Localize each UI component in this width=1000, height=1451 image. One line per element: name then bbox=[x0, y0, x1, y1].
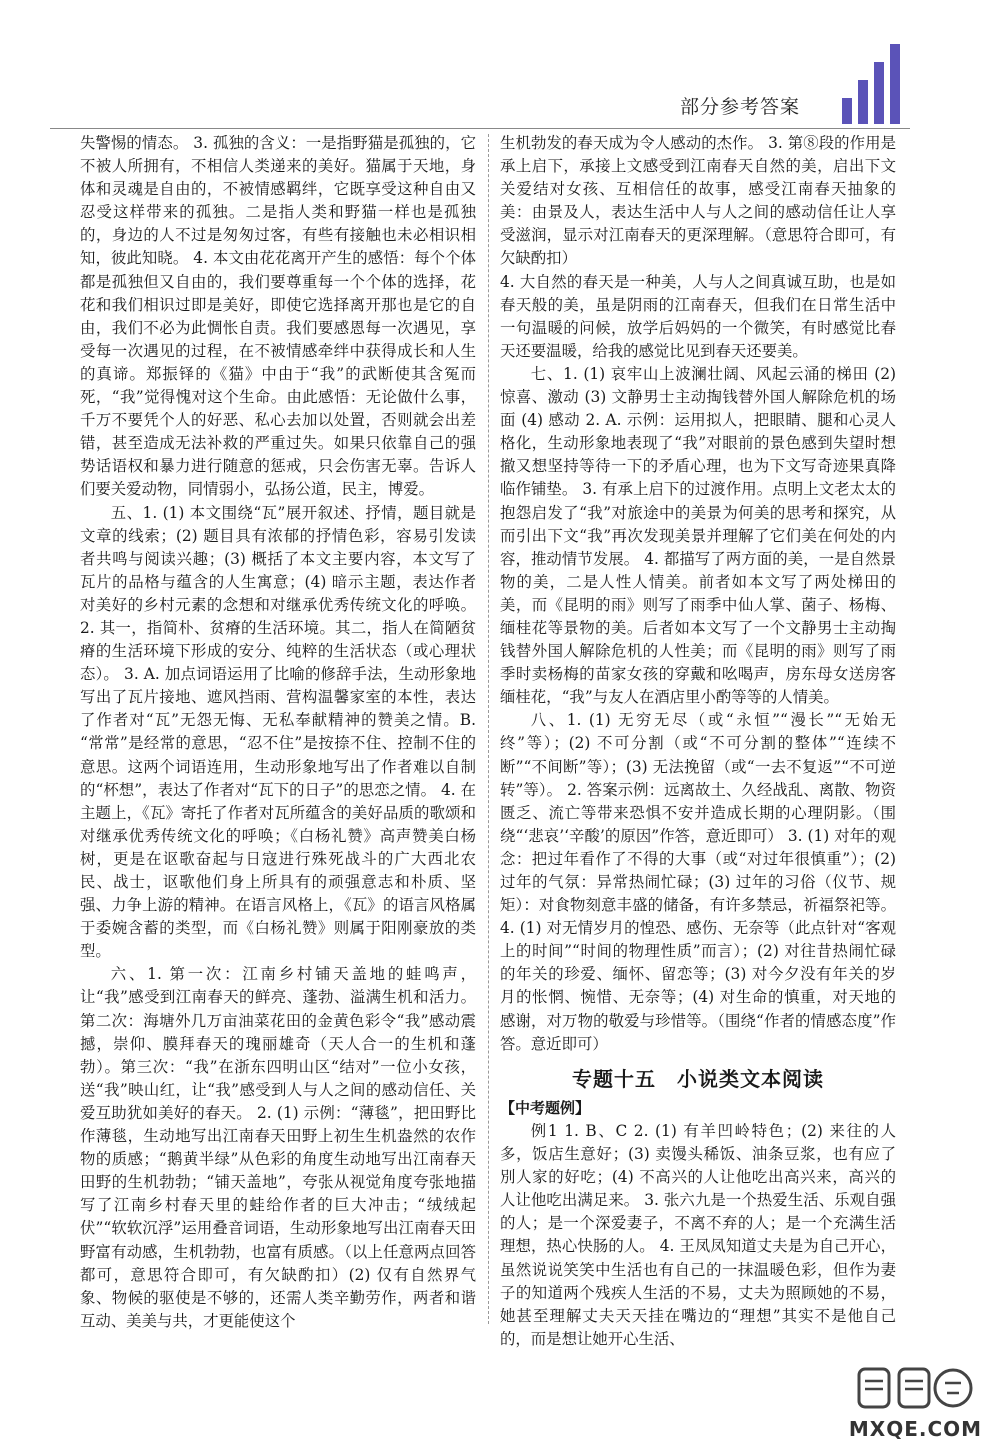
answer-paragraph: 八、1. (1) 无穷无尽（或“永恒”“漫长”“无始无终”等）；(2) 不可分割（或“不可分割的整体”“连续不断”“不间断”等）；(3) 无法挽留（或“一去不复返”“不可逆转”等）。 2. 答案示例：远离故土、久经战乱、离散、物资匮乏、流亡等带来恐惧不安并造成长期的心理阴影。（围绕“‘悲哀’‘辛酸’的原因”作答，意近即可） 3. (1) 对年的观念：把过年看作了不得的大事（或“对过年很慎重”）；(2) 过年的气氛：异常热闹忙碌；(3) 过年的习俗（仪节、规矩）：对食物刻意丰盛的储备，有许多禁忌，祈福祭祀等。 4. (1) 对无情岁月的惶恐、感伤、无奈等（此点针对“客观上的时间”“时间的物理性质”而言）；(2) 对往昔热闹忙碌的年关的珍爱、缅怀、留恋等；(3) 对今夕没有年关的岁月的怅惘、惋惜、无奈等；(4) 对生命的慎重，对天地的感谢，对万物的敬爱与珍惜等。（围绕“作者的情感态度”作答。意近即可） bbox=[500, 711, 896, 1053]
answer-paragraph: 七、1. (1) 哀牢山上波澜壮阔、风起云涌的梯田 (2) 惊喜、激动 (3) 文静男士主动掏钱替外国人解除危机的场面 (4) 感动 2. A. 示例：运用拟人，把眼睛、腿和心灵人格化，生动形象地表现了“我”对眼前的景色感到失望时想撤又想坚持等待一下的矛盾心理，也为下文写奇迹果真降临作铺垫。 3. 有承上启下的过渡作用。点明上文老太太的抱怨启发了“我”对旅途中的美景为何美的思考和探究，从而引出下文“我”再次发现美景并理解了它们美在何处的内容，推动情节发展。 4. 都描写了两方面的美，一是自然景物的美，二是人性人情美。前者如本文写了两处梯田的美，而《昆明的雨》则写了雨季中仙人掌、菌子、杨梅、缅桂花等景物的美。后者如本文写了一个文静男士主动掏钱替外国人解除危机的人性美；而《昆明的雨》则写了雨季时卖杨梅的苗家女孩的穿戴和吆喝声，房东母女送房客缅桂花，“我”与友人在酒店里小酌等等的人情美。 bbox=[500, 364, 896, 707]
answer-paragraph: 五、1. (1) 本文围绕“瓦”展开叙述、抒情，题目就是文章的线索；(2) 题目具有浓郁的抒情色彩，容易引发读者共鸣与阅读兴趣；(3) 概括了本文主要内容，本文写了瓦片的品格与蕴含的人生寓意；(4) 暗示主题，表达作者对美好的乡村元素的念想和对继承优秀传统文化的呼唤。 2. 其一，指简朴、贫瘠的生活环境。其二，指人在简陋贫瘠的生活环境下形成的安分、纯粹的生活状态（或心理状态）。 3. A. 加点词语运用了比喻的修辞手法，生动形象地写出了瓦片接地、遮风挡雨、营构温馨家室的本性，表达了作者对“瓦”无怨无悔、无私奉献精神的赞美之情。B. “常常”是经常的意思，“忍不住”是按捺不住、控制不住的意思。这两个词语连用，生动形象地写出了作者难以自制的“杯想”，表达了作者对“瓦下的日子”的思恋之情。 4. 在主题上，《瓦》寄托了作者对瓦所蕴含的美好品质的歌颂和对继承优秀传统文化的呼唤；《白杨礼赞》高声赞美白杨树，更是在讴歌奋起与日寇进行殊死战斗的广大西北农民、战士，讴歌他们身上所具有的顽强意志和朴质、坚强、力争上游的精神。在语言风格上，《瓦》的语言风格属于委婉含蓄的类型，而《白杨礼赞》则属于阳刚豪放的类型。 bbox=[80, 503, 476, 961]
left-column bbox=[80, 132, 476, 1333]
header-title: 部分参考答案 bbox=[680, 96, 801, 118]
answer-paragraph: 例1 1. B、C 2. (1) 有羊凹岭特色；(2) 来往的人多，饭店生意好；(3) 卖馒头稀饭、油条豆浆，也有应了別人家的好吃；(4) 不高兴的人让他吃出高兴来，高兴的人让他吃出满足来。 3. 张六九是一个热爱生活、乐观自强的人；是一个深爱妻子，不离不弃的人；是一个充满生活理想，热心快肠的人。 4. 王凤凤知道丈夫是为自己开心，虽然说说笑笑中生活也有自己的一抹温暖色彩，但作为妻子的知道两个残疾人生活的不易，丈夫为照顾她的不易，她甚至理解丈夫天天挂在嘴边的“理想”其实不是他自己的，而是想让她开心生活、 bbox=[500, 1121, 896, 1348]
watermark-text: MXQE.COM bbox=[848, 1417, 983, 1441]
answer-paragraph: 4. 大自然的春天是一种美，人与人之间真诚互助，也是如春天般的美，虽是阴雨的江南春天，但我们在日常生活中一句温暖的问候，放学后妈妈的一个微笑，有时感觉比春天还要温暖，给我的感觉比见到春天还要美。 bbox=[500, 272, 896, 360]
answer-paragraph: 失警惕的情态。 3. 孤独的含义：一是指野猫是孤独的，它不被人所拥有，不相信人类递来的美好。猫属于天地，身体和灵魂是自由的，不被情感羁绊，它既享受这种自由又忍受这样带来的孤独。二是指人类和野猫一样也是孤独的，身边的人不过是匆匆过客，有些有接触也未必相识相知，彼此知晓。 4. 本文由花花离开产生的感悟：每个个体都是孤独但又自由的，我们要尊重每一个个体的选择，花花和我们相识过即是美好，即使它选择离开那也是它的自由，我们不必为此惆怅自责。我们要感恩每一次遇见，享受每一次遇见的过程，在不被情感牵绊中获得成长和人生的真谛。郑振铎的《猫》中由于“我”的武断使其含冤而死，“我”觉得愧对这个生命。由此感悟：无论做什么事，千万不要凭个人的好恶、私心去加以处置，否则就会出差错，甚至造成无法补救的严重过失。如果只依靠自己的强势话语权和暴力进行随意的惩戒，只会伤害无辜。告诉人们要关爱动物，同情弱小，弘扬公道，民主，博爱。 bbox=[80, 134, 476, 499]
header-bar bbox=[858, 80, 868, 124]
right-column bbox=[500, 132, 896, 1351]
watermark-logo bbox=[843, 1361, 988, 1441]
answer-paragraph: 六、1. 第一次：江南乡村铺天盖地的蛙鸣声，让“我”感受到江南春天的鲜亮、蓬勃、溢满生机和活力。第二次：海塘外几万亩油菜花田的金黄色彩令“我”感动震撼，崇仰、膜拜春天的瑰丽雄奇（天人合一的生机和蓬勃）。第三次：“我”在浙东四明山区“结对”一位小女孩，送“我”映山红，让“我”感受到人与人之间的感动信任、关爱互助犹如美好的春天。 2. (1) 示例：“薄毯”，把田野比作薄毯，生动地写出江南春天田野上初生生机盎然的农作物的质感；“鹅黄半绿”从色彩的角度生动地写出江南春天田野的生机勃勃；“铺天盖地”，夸张从视觉角度夸张地描写了江南乡村春天里的蛙给作者的巨大冲击；“绒绒起伏”“软软沉浮”运用叠音词语，生动形象地写出江南春天田野富有动感，生机勃勃，也富有质感。（以上任意两点回答都可，意思符合即可，有欠缺酌扣）(2) 仅有自然界气象、物候的驱使是不够的，还需人类辛勤劳作，两者和谐互动、美美与共，才更能使这个 bbox=[80, 965, 476, 1330]
header-bar bbox=[842, 98, 852, 124]
header-bar bbox=[890, 44, 900, 124]
header-bar bbox=[874, 62, 884, 124]
answer-paragraph: 生机勃发的春天成为令人感动的杰作。 3. 第⑧段的作用是承上启下，承接上文感受到江南春天自然的美，启出下文关爱结对女孩、互相信任的故事，感受江南春天抽象的美：由景及人，表达生活中人与人之间的感动信任让人享受滋润，显示对江南春天的更深理解。（意思符合即可，有欠缺酌扣） bbox=[500, 134, 896, 268]
header-rule bbox=[50, 128, 910, 129]
header-bars-logo bbox=[842, 44, 900, 124]
section-title: 专题十五 小说类文本阅读 bbox=[572, 1066, 824, 1091]
column-divider bbox=[488, 134, 489, 1324]
page-header bbox=[0, 0, 1000, 130]
watermark-mark-icon bbox=[855, 1363, 975, 1413]
section-subtitle: 【中考题例】 bbox=[500, 1098, 591, 1117]
